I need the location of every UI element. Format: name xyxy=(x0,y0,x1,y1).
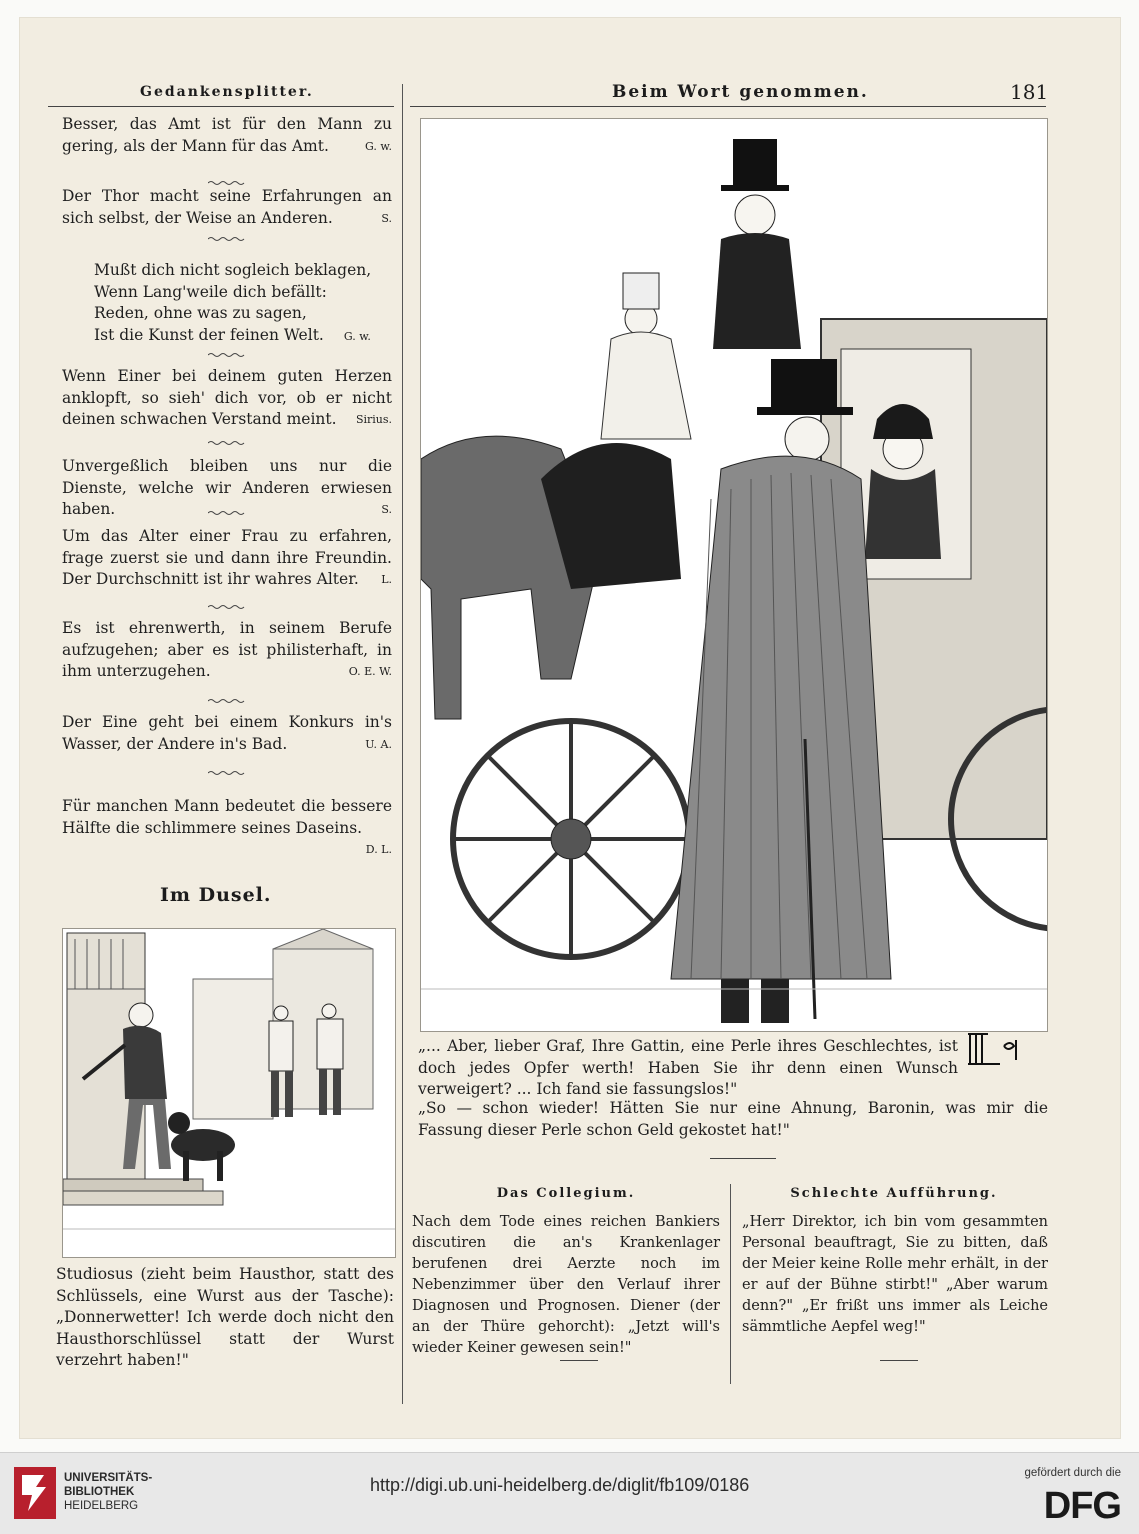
divider-ornament xyxy=(208,698,246,704)
dusel-caption: Studiosus (zieht beim Hausthor, statt des Schlüssels, eine Wurst aus der Tasche): „Donnerwetter! Ich werde doch nicht den Hausthorschlüssel statt der Wurst verzehrt haben!" xyxy=(56,1265,394,1369)
carriage-drawing xyxy=(421,119,1047,1031)
aphorism-2-text: Der Thor macht seine Erfahrungen an sich selbst, der Weise an Anderen. xyxy=(62,187,392,227)
magazine-page xyxy=(20,18,1120,1438)
aphorism-3 xyxy=(62,366,392,431)
permalink-url[interactable]: http://digi.ub.uni-heidelberg.de/diglit/fb109/0186 xyxy=(370,1475,750,1495)
aphorism-7-signature: U. A. xyxy=(365,737,392,751)
column-rule xyxy=(402,84,403,1404)
aphorism-5-signature: L. xyxy=(381,573,392,586)
carriage-illustration xyxy=(420,118,1048,1032)
viewer-footer xyxy=(0,1452,1139,1534)
university-library-logo-icon[interactable] xyxy=(14,1467,56,1519)
top-rule-right xyxy=(410,106,1046,107)
aphorism-8 xyxy=(62,796,392,861)
aphorism-4-signature: S. xyxy=(381,503,392,516)
verse-line-2: Wenn Lang'weile dich befällt: xyxy=(94,282,327,301)
auffuehrung-title: Schlechte Aufführung. xyxy=(790,1186,998,1201)
library-line-2: BIBLIOTHEK xyxy=(64,1486,135,1498)
artist-monogram xyxy=(966,1032,1028,1066)
aphorism-3-text: Wenn Einer bei deinem guten Herzen anklopft, so sieh' dich vor, ob er nicht deinen schwachen Verstand meint. xyxy=(62,367,392,428)
divider-ornament xyxy=(208,440,246,446)
aphorism-1 xyxy=(62,114,392,157)
verse-line-1: Mußt dich nicht sogleich beklagen, xyxy=(94,261,372,279)
aphorism-7-text: Der Eine geht bei einem Konkurs in's Wasser, der Andere in's Bad. xyxy=(62,713,392,753)
carriage-caption-1: „... Aber, lieber Graf, Ihre Gattin, eine Perle ihres Geschlechtes, ist doch jedes Opfer werth! Haben Sie ihr denn einen Wunsch verweigert? ... Ich fand sie fassungslos!" xyxy=(418,1037,958,1098)
library-line-1: UNIVERSITÄTS- xyxy=(64,1472,153,1484)
aphorism-6-signature: O. E. W. xyxy=(348,665,392,678)
divider-ornament xyxy=(208,770,246,776)
library-line-3: HEIDELBERG xyxy=(64,1500,139,1512)
verse-line-4-text: Ist die Kunst der feinen Welt. xyxy=(94,325,324,344)
aphorism-4-text: Unvergeßlich bleiben uns nur die Dienste, welche wir Anderen erwiesen haben. xyxy=(62,457,392,518)
aphorism-1-text: Besser, das Amt ist für den Mann zu gering, als der Mann für das Amt. xyxy=(62,115,392,155)
verse-signature: G. w. xyxy=(343,329,371,343)
aphorism-1-signature: G. w. xyxy=(365,139,392,153)
collegium-title: Das Collegium. xyxy=(496,1186,636,1201)
divider-ornament xyxy=(208,604,246,610)
dusel-drawing xyxy=(63,929,395,1257)
aphorism-8-text: Für manchen Mann bedeutet die bessere Hälfte die schlimmere seines Daseins. xyxy=(62,797,392,837)
page-number: 181 xyxy=(1010,80,1049,104)
aphorism-6 xyxy=(62,618,392,683)
aphorism-6-text: Es ist ehrenwerth, in seinem Berufe aufzugehen; aber es ist philisterhaft, in ihm unterzugehen. xyxy=(62,619,392,680)
divider-ornament xyxy=(208,352,246,358)
section-rule xyxy=(710,1158,776,1159)
aphorism-2-signature: S. xyxy=(381,211,392,225)
verse-block xyxy=(94,260,394,347)
dusel-title: Im Dusel. xyxy=(160,884,272,906)
inner-column-rule xyxy=(730,1184,731,1384)
top-rule-left xyxy=(48,106,394,107)
university-library-name[interactable] xyxy=(64,1471,152,1513)
funding-note: gefördert durch die xyxy=(1024,1467,1121,1479)
auffuehrung-end-rule xyxy=(880,1360,918,1361)
aphorism-2 xyxy=(62,186,392,229)
auffuehrung-text: „Herr Direktor, ich bin vom gesammten Personal beauftragt, Sie zu bitten, daß der Meier keine Rolle mehr erhält, in der er auf der Bühne stirbt!" „Aber warum denn?" „Er frißt uns immer als Leiche sämmtliche Aepfel weg!" xyxy=(742,1214,1048,1335)
aphorism-3-signature: Sirius. xyxy=(355,413,392,426)
aphorism-5-text: Um das Alter einer Frau zu erfahren, frage zuerst sie und dann ihre Freundin. Der Durchschnitt ist ihr wahres Alter. xyxy=(62,527,392,588)
aphorism-5 xyxy=(62,526,392,591)
aphorism-8-signature: D. L. xyxy=(365,843,392,856)
dfg-logo[interactable]: DFG xyxy=(1043,1485,1121,1527)
collegium-text: Nach dem Tode eines reichen Bankiers discutiren die an's Krankenlager berufenen drei Aerzte noch im Nebenzimmer über den Verlauf ihrer Diagnosen und Prognosen. Diener (der an der Thüre gehorcht): „Jetzt will's wieder Keiner gewesen sein!" xyxy=(412,1214,720,1356)
aphorism-7 xyxy=(62,712,392,755)
right-heading: Beim Wort genommen. xyxy=(612,82,869,102)
carriage-caption-2: „So — schon wieder! Hätten Sie nur eine Ahnung, Baronin, was mir die Fassung dieser Perle schon Geld gekostet hat!" xyxy=(418,1099,1048,1139)
verse-line-4 xyxy=(94,325,394,348)
dusel-illustration xyxy=(62,928,396,1258)
left-heading: Gedankensplitter. xyxy=(140,84,314,100)
divider-ornament xyxy=(208,510,246,516)
divider-ornament xyxy=(208,236,246,242)
verse-line-3: Reden, ohne was zu sagen, xyxy=(94,304,307,322)
collegium-end-rule xyxy=(560,1360,598,1361)
